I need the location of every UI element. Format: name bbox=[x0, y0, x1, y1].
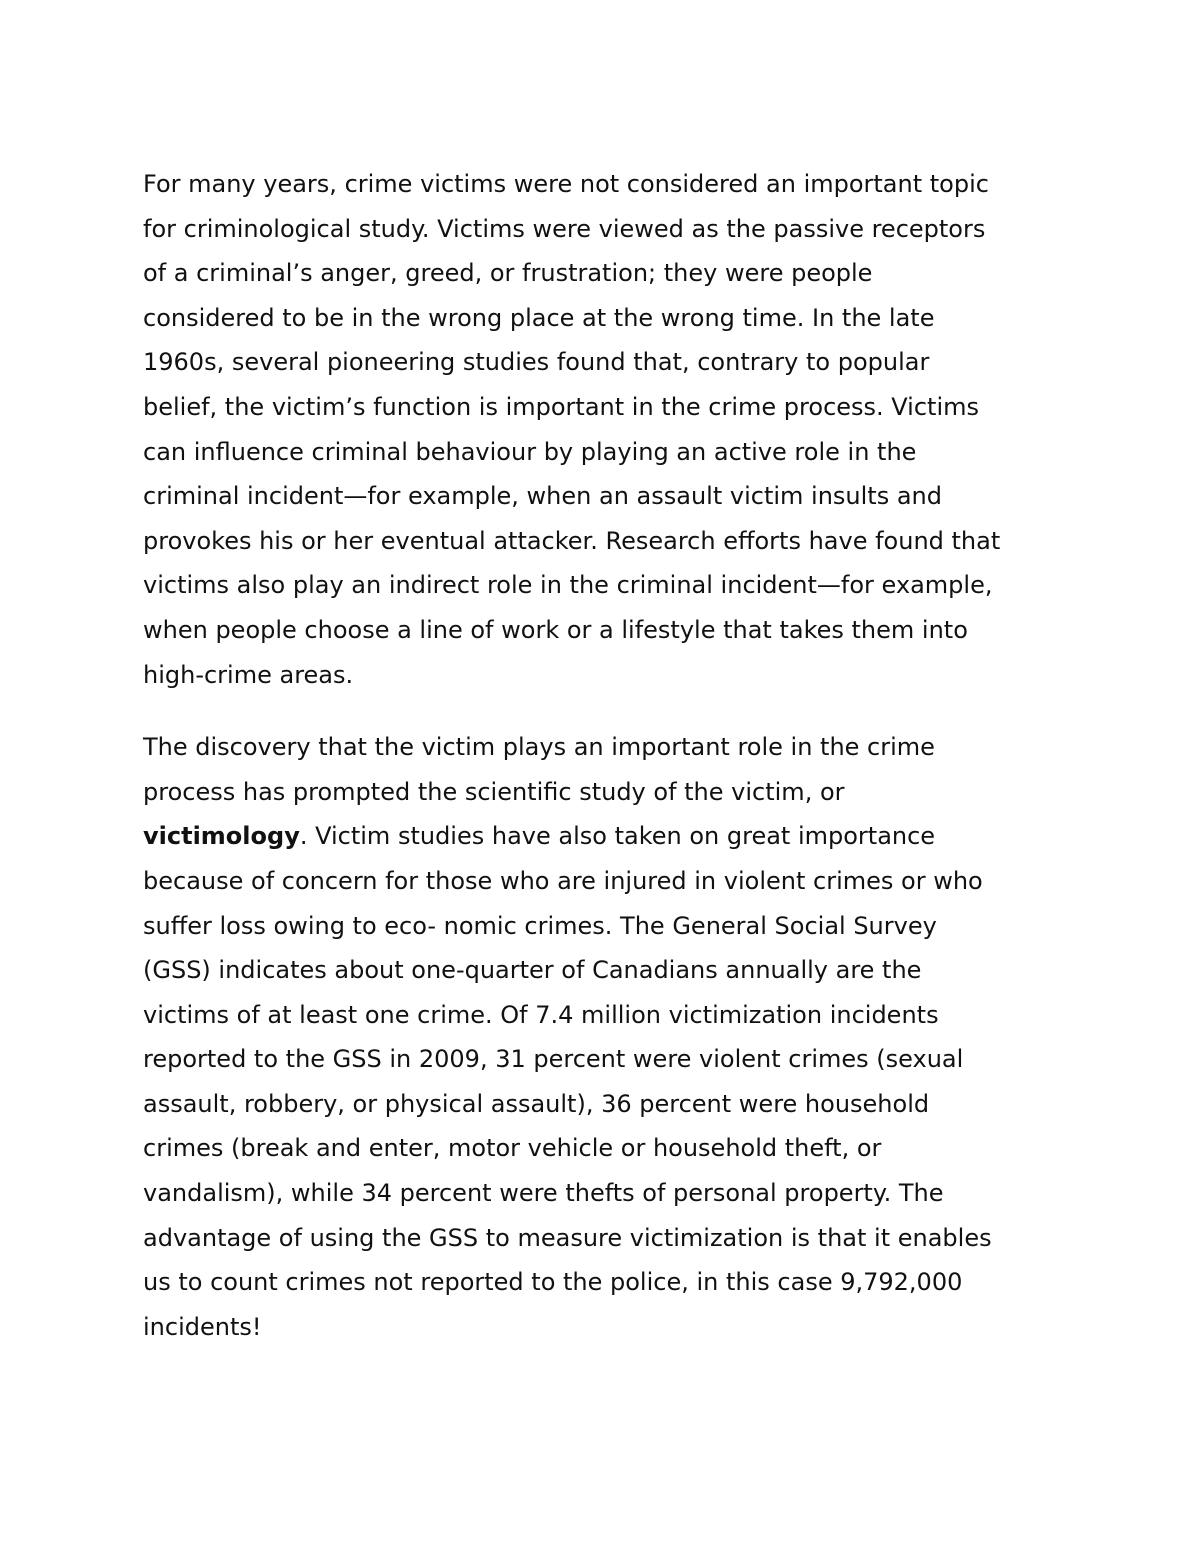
text-line: reported to the GSS in 2009, 31 percent were violent crimes (sexual bbox=[143, 1045, 964, 1074]
text-line: when people choose a line of work or a lifestyle that takes them into bbox=[143, 615, 968, 644]
text-line: 1960s, several pioneering studies found that, contrary to popular bbox=[143, 348, 930, 377]
text-line: assault, robbery, or physical assault), 36 percent were household bbox=[143, 1089, 930, 1118]
text-line: of a criminal’s anger, greed, or frustration; they were people bbox=[143, 259, 873, 288]
document-body bbox=[143, 162, 1073, 1377]
paragraph-victims-intro bbox=[143, 162, 1073, 697]
text-line: victims of at least one crime. Of 7.4 million victimization incidents bbox=[143, 1000, 939, 1029]
text-line: for criminological study. Victims were viewed as the passive receptors bbox=[143, 214, 986, 243]
text-line: can influence criminal behaviour by playing an active role in the bbox=[143, 437, 917, 466]
text-line: considered to be in the wrong place at the wrong time. In the late bbox=[143, 303, 935, 332]
text-line: incidents! bbox=[143, 1312, 262, 1341]
text-line: (GSS) indicates about one-quarter of Canadians annually are the bbox=[143, 956, 922, 985]
text-line: belief, the victim’s function is important in the crime process. Victims bbox=[143, 392, 980, 421]
text-line: suffer loss owing to eco- nomic crimes. The General Social Survey bbox=[143, 911, 937, 940]
text-line: provokes his or her eventual attacker. Research efforts have found that bbox=[143, 526, 1001, 555]
paragraph-victimology bbox=[143, 725, 1073, 1349]
text-line: us to count crimes not reported to the police, in this case 9,792,000 bbox=[143, 1268, 963, 1297]
text-line: advantage of using the GSS to measure victimization is that it enables bbox=[143, 1223, 992, 1252]
text-line-with-term bbox=[143, 814, 1073, 859]
text-line: crimes (break and enter, motor vehicle or household theft, or bbox=[143, 1134, 882, 1163]
text-line: high-crime areas. bbox=[143, 660, 354, 689]
text-line: process has prompted the scientific study of the victim, or bbox=[143, 777, 845, 806]
text-line: victims also play an indirect role in the criminal incident—for example, bbox=[143, 571, 993, 600]
text-line: because of concern for those who are injured in violent crimes or who bbox=[143, 866, 983, 895]
text-line: For many years, crime victims were not considered an important topic bbox=[143, 170, 989, 198]
term-tail-text: . Victim studies have also taken on great importance bbox=[299, 822, 936, 851]
text-line: criminal incident—for example, when an assault victim insults and bbox=[143, 482, 942, 511]
text-line: vandalism), while 34 percent were thefts of personal property. The bbox=[143, 1179, 944, 1208]
text-line: The discovery that the victim plays an important role in the crime bbox=[143, 733, 935, 762]
key-term-victimology: victimology bbox=[143, 822, 300, 851]
